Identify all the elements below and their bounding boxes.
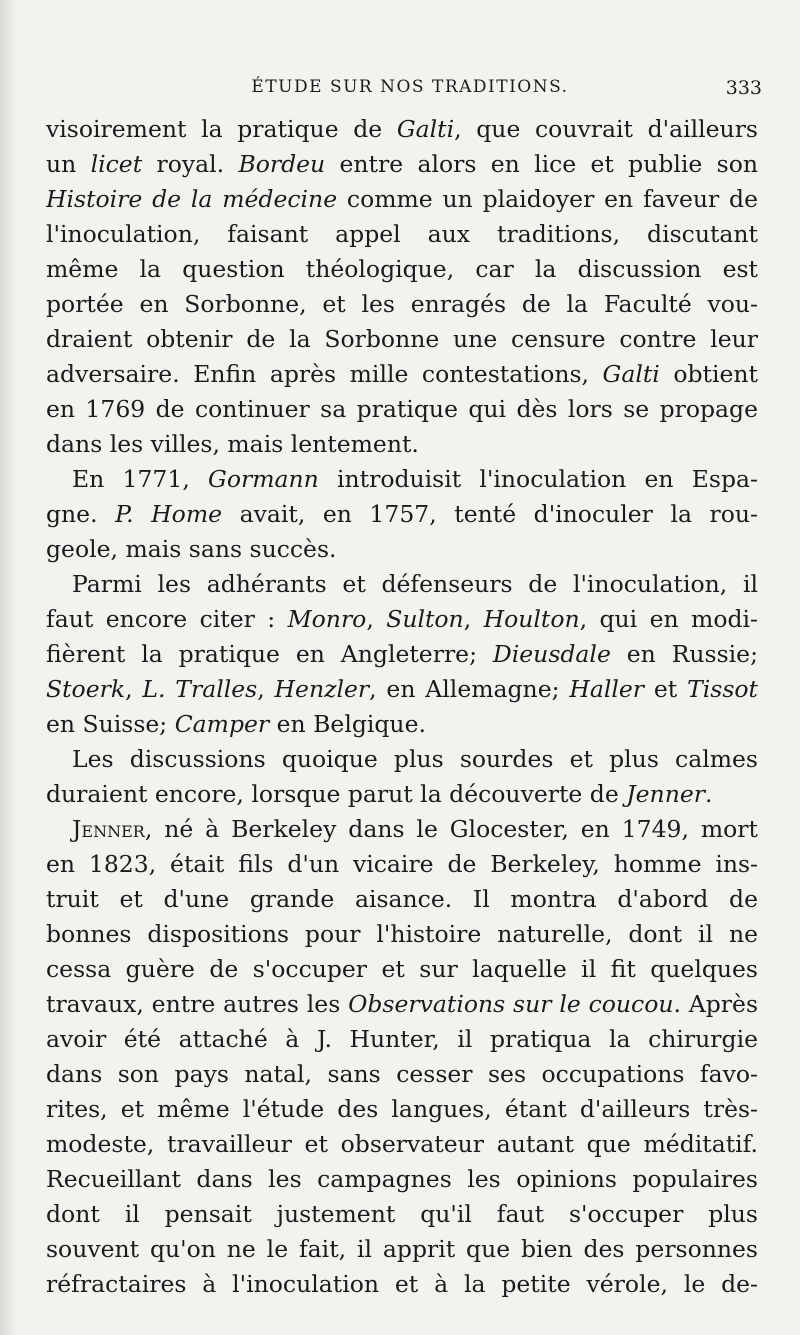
italic-text: Monro: [287, 605, 367, 633]
text-line: [46, 1267, 758, 1302]
text-run: ,: [463, 605, 484, 633]
text-run: ,: [125, 675, 143, 703]
text-run: souvent qu'on ne le fait, il apprit que bien des personnes: [46, 1235, 758, 1263]
text-run: dans son pays natal, sans cesser ses occupations favo-: [46, 1060, 758, 1088]
text-line: [46, 217, 758, 252]
text-run: ,: [366, 605, 387, 633]
text-run: en Russie;: [610, 640, 758, 668]
text-run: réfractaires à l'inoculation et à la petite vérole, le de-: [46, 1270, 758, 1298]
text-run: royal.: [142, 150, 239, 178]
page-header: [40, 77, 780, 107]
text-line: [46, 812, 758, 847]
italic-text: Haller: [569, 675, 645, 703]
text-run: dans les villes, mais lentement.: [46, 430, 419, 458]
text-run: Recueillant dans les campagnes les opinions populaires: [46, 1165, 758, 1193]
text-line: [46, 847, 758, 882]
text-run: travaux, entre autres les: [46, 990, 349, 1018]
italic-text: L. Tralles: [142, 675, 258, 703]
text-line: [46, 182, 758, 217]
italic-text: Bordeu: [238, 150, 326, 178]
running-title: ÉTUDE SUR NOS TRADITIONS.: [251, 77, 569, 97]
text-run: modeste, travailleur et observateur autant que méditatif.: [46, 1130, 758, 1158]
italic-text: licet: [90, 150, 143, 178]
text-line: [46, 777, 758, 812]
text-run: rites, et même l'étude des langues, étant d'ailleurs très-: [46, 1095, 758, 1123]
text-line: [46, 497, 758, 532]
page-number: 333: [725, 77, 762, 99]
text-run: gne.: [46, 500, 116, 528]
text-run: l'inoculation, faisant appel aux traditions, discutant: [46, 220, 758, 248]
italic-text: Henzler: [274, 675, 370, 703]
text-run: . Après: [673, 990, 758, 1018]
italic-text: P. Home: [115, 500, 223, 528]
text-line: [46, 532, 758, 567]
text-run: bonnes dispositions pour l'histoire naturelle, dont il ne: [46, 920, 758, 948]
text-line: [46, 602, 758, 637]
text-line: [46, 1197, 758, 1232]
text-run: comme un plaidoyer en faveur de: [337, 185, 758, 213]
text-run: Les discussions quoique plus sourdes et plus calmes: [72, 745, 758, 773]
text-run: , qui en modi-: [579, 605, 758, 633]
text-line: [46, 427, 758, 462]
text-run: avait, en 1757, tenté d'inoculer la rou-: [222, 500, 758, 528]
italic-text: Tissot: [687, 675, 758, 703]
text-line: [46, 952, 758, 987]
italic-text: Sulton: [386, 605, 464, 633]
text-run: ,: [257, 675, 275, 703]
text-run: , en Allemagne;: [369, 675, 570, 703]
small-caps-text: Jenner: [72, 815, 145, 843]
text-run: obtient: [659, 360, 758, 388]
italic-text: Observations sur le coucou: [348, 990, 674, 1018]
text-line: [46, 112, 758, 147]
text-line: [46, 672, 758, 707]
italic-text: Gormann: [208, 465, 319, 493]
italic-text: Histoire de la médecine: [46, 185, 338, 213]
italic-text: Camper: [174, 710, 270, 738]
italic-text: Houlton: [483, 605, 580, 633]
text-line: [46, 1127, 758, 1162]
text-run: Parmi les adhérants et défenseurs de l'inoculation, il: [72, 570, 758, 598]
text-run: en 1823, était fils d'un vicaire de Berkeley, homme ins-: [46, 850, 758, 878]
italic-text: Jenner: [626, 780, 705, 808]
text-line: [46, 742, 758, 777]
text-run: dont il pensait justement qu'il faut s'occuper plus: [46, 1200, 758, 1228]
page-left-edge-shadow: [0, 0, 20, 1335]
text-line: [46, 567, 758, 602]
text-run: geole, mais sans succès.: [46, 535, 337, 563]
text-run: portée en Sorbonne, et les enragés de la Faculté vou-: [46, 290, 758, 318]
text-line: [46, 357, 758, 392]
text-line: [46, 917, 758, 952]
text-run: draient obtenir de la Sorbonne une censure contre leur: [46, 325, 758, 353]
text-run: visoirement la pratique de: [46, 115, 397, 143]
text-line: [46, 1022, 758, 1057]
text-run: en 1769 de continuer sa pratique qui dès lors se propage: [46, 395, 758, 423]
text-line: [46, 287, 758, 322]
text-run: et: [644, 675, 688, 703]
text-line: [46, 1162, 758, 1197]
text-run: en Suisse;: [46, 710, 175, 738]
italic-text: Galti: [602, 360, 660, 388]
text-run: fièrent la pratique en Angleterre;: [46, 640, 493, 668]
text-line: [46, 707, 758, 742]
text-line: [46, 1092, 758, 1127]
text-line: [46, 882, 758, 917]
text-line: [46, 1057, 758, 1092]
text-run: adversaire. Enfin après mille contestations,: [46, 360, 603, 388]
text-line: [46, 252, 758, 287]
text-run: .: [704, 780, 713, 808]
text-line: [46, 392, 758, 427]
text-run: avoir été attaché à J. Hunter, il pratiqua la chirurgie: [46, 1025, 758, 1053]
text-run: introduisit l'inoculation en Espa-: [318, 465, 758, 493]
text-run: en Belgique.: [269, 710, 426, 738]
text-line: [46, 322, 758, 357]
text-run: truit et d'une grande aisance. Il montra d'abord de: [46, 885, 758, 913]
text-run: même la question théologique, car la discussion est: [46, 255, 758, 283]
text-run: En 1771,: [72, 465, 209, 493]
text-run: , né à Berkeley dans le Glocester, en 1749, mort: [144, 815, 758, 843]
italic-text: Stoerk: [46, 675, 126, 703]
text-line: [46, 987, 758, 1022]
text-run: un: [46, 150, 91, 178]
text-line: [46, 147, 758, 182]
italic-text: Dieusdale: [492, 640, 611, 668]
text-line: [46, 637, 758, 672]
italic-text: Galti: [396, 115, 455, 143]
text-line: [46, 1232, 758, 1267]
text-run: entre alors en lice et publie son: [325, 150, 758, 178]
text-run: duraient encore, lorsque parut la découverte de: [46, 780, 627, 808]
text-run: , que couvrait d'ailleurs: [454, 115, 758, 143]
text-run: cessa guère de s'occuper et sur laquelle il fit quelques: [46, 955, 758, 983]
text-line: [46, 462, 758, 497]
body-text: [46, 112, 758, 1302]
text-run: faut encore citer :: [46, 605, 288, 633]
